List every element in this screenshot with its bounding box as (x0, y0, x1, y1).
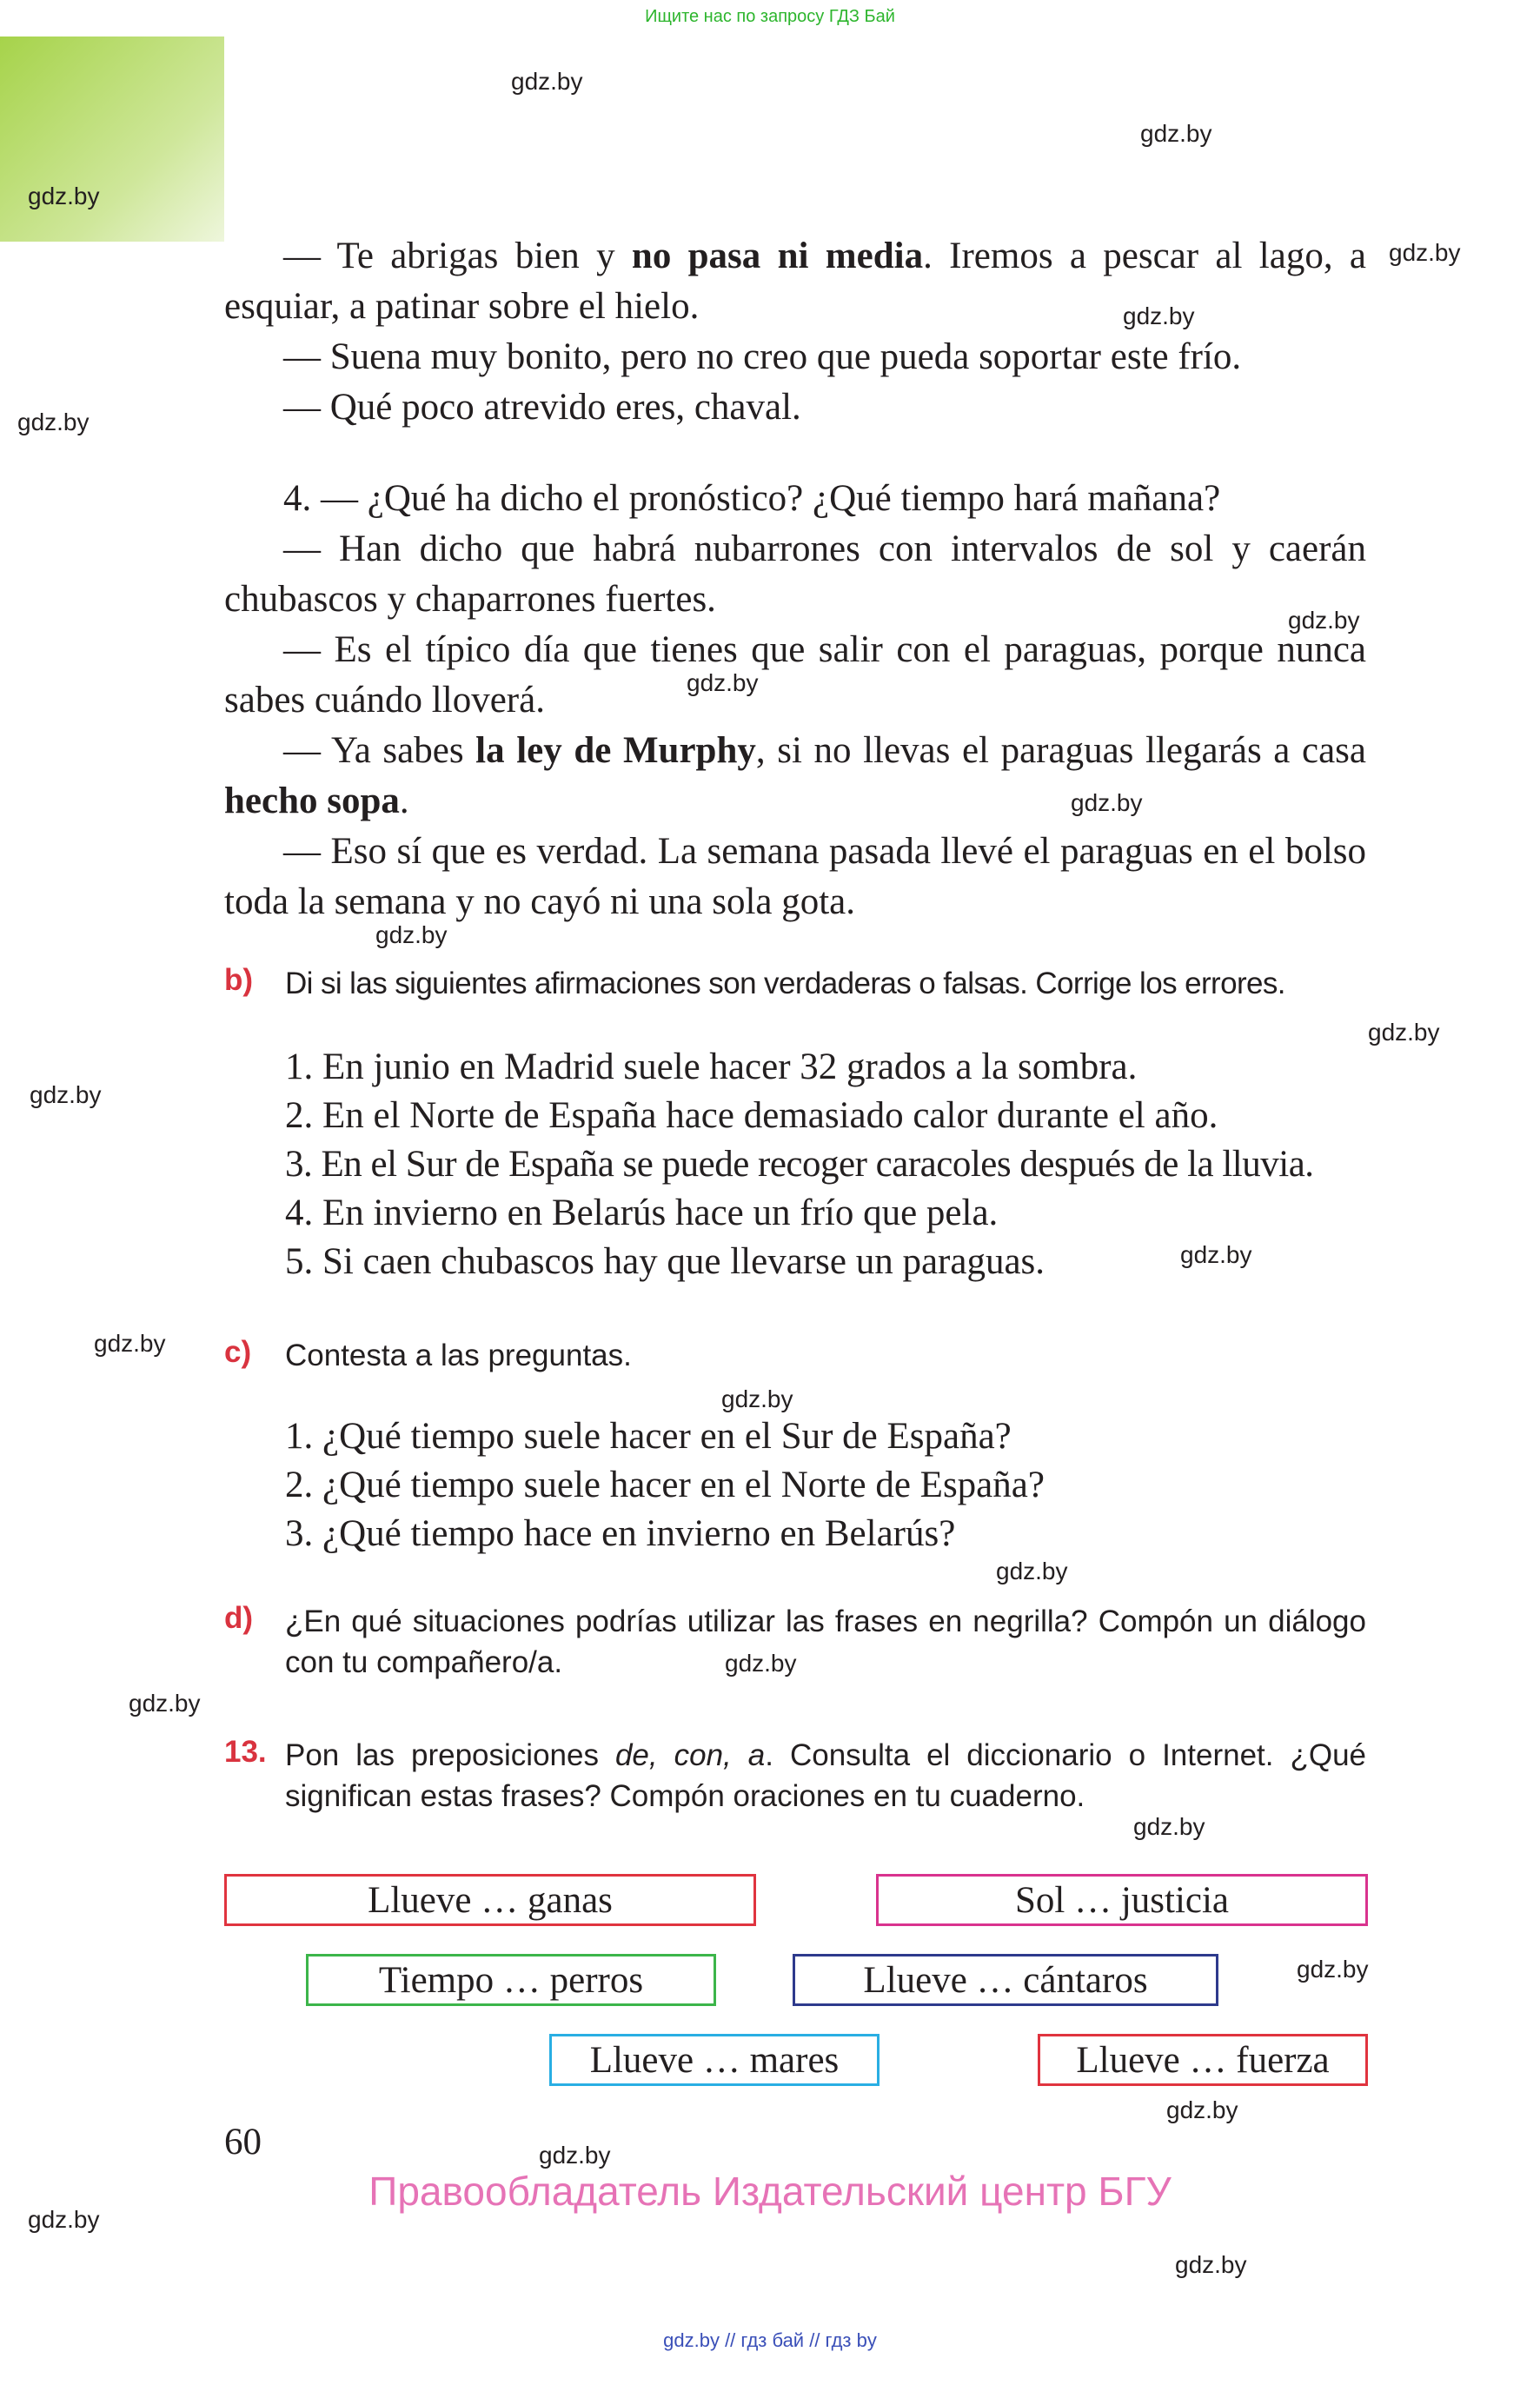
watermark: gdz.by (375, 921, 448, 948)
task-d-instruction: ¿En qué situaciones podrías utilizar las frases en negrilla? Compón un diálogo con tu compañero/a. (285, 1604, 1366, 1679)
dialogue-line: — Suena muy bonito, pero no creo que pueda soportar este frío. (283, 336, 1242, 377)
list-item: 3. En el Sur de España se puede recoger caracoles después de la lluvia. (285, 1143, 1314, 1185)
dialogue-line: — Eso sí que es verdad. La semana pasada llevé el paraguas en el bolso toda la semana y no cayó ni una sola gota. (224, 831, 1366, 922)
dialogue-line: — Qué poco atrevido eres, chaval. (283, 387, 801, 428)
watermark: gdz.by (996, 1558, 1068, 1584)
dialogue-4 (224, 474, 1366, 927)
page-number: 60 (224, 2122, 262, 2162)
task-b-instruction: Di si las siguientes afirmaciones son verdaderas o falsas. Corrige los errores. (285, 967, 1285, 1000)
dialogue-3 (224, 231, 1366, 433)
footer-links[interactable]: gdz.by // гдз бай // гдз by (663, 2329, 877, 2351)
watermark: gdz.by (1140, 120, 1212, 147)
dialogue-line: 4. — ¿Qué ha dicho el pronóstico? ¿Qué tiempo hará mañana? (283, 478, 1221, 519)
task-c-instruction: Contesta a las preguntas. (285, 1339, 632, 1372)
list-item: 5. Si caen chubascos hay que llevarse un paraguas. (285, 1240, 1045, 1282)
phrase-box: Llueve … fuerza (1038, 2034, 1368, 2086)
watermark: gdz.by (1297, 1956, 1369, 1983)
watermark: gdz.by (1123, 302, 1195, 329)
watermark: gdz.by (687, 669, 759, 696)
list-item: 2. ¿Qué tiempo suele hacer en el Norte de España? (285, 1464, 1045, 1505)
watermark: gdz.by (94, 1330, 166, 1357)
task-13-number: 13. (224, 1735, 267, 1769)
watermark: gdz.by (1180, 1241, 1252, 1268)
dialogue-line: — Ya sabes la ley de Murphy, si no llevas el paraguas llegarás a casa hecho sopa. (224, 730, 1366, 821)
watermark: gdz.by (511, 68, 583, 95)
list-item: 1. ¿Qué tiempo suele hacer en el Sur de España? (285, 1416, 1012, 1457)
list-item: 3. ¿Qué tiempo hace en invierno en Belarús? (285, 1512, 956, 1554)
watermark: gdz.by (1071, 789, 1143, 816)
task-13-instruction: Pon las preposiciones de, con, a. Consulta el diccionario o Internet. ¿Qué significan estas frases? Compón oraciones en tu cuaderno. (285, 1738, 1367, 1813)
watermark: gdz.by (28, 2206, 100, 2233)
phrase-box: Llueve … mares (549, 2034, 880, 2086)
dialogue-line: — Te abrigas bien y no pasa ni media. Iremos a pescar al lago, a esquiar, a patinar sobre el hielo. (224, 236, 1366, 327)
task-b-letter: b) (224, 963, 254, 997)
watermark: gdz.by (28, 183, 100, 209)
list-item: 1. En junio en Madrid suele hacer 32 grados a la sombra. (285, 1046, 1138, 1087)
task-d-letter: d) (224, 1601, 254, 1635)
dialogue-line: — Es el típico día que tienes que salir con el paraguas, porque nunca sabes cuándo lloverá. (224, 629, 1366, 721)
copyright-notice: Правообладатель Издательский центр БГУ (368, 2169, 1172, 2214)
watermark: gdz.by (1133, 1813, 1205, 1840)
watermark: gdz.by (1368, 1019, 1440, 1046)
top-banner[interactable]: Ищите нас по запросу ГДЗ Бай (645, 7, 895, 26)
watermark: gdz.by (17, 409, 90, 435)
watermark: gdz.by (539, 2142, 611, 2169)
watermark: gdz.by (721, 1385, 793, 1412)
phrase-box: Llueve … cántaros (793, 1954, 1218, 2006)
watermark: gdz.by (1389, 239, 1461, 266)
watermark: gdz.by (30, 1081, 102, 1108)
phrase-box: Llueve … ganas (224, 1874, 756, 1926)
task-b-list (285, 1043, 1314, 1286)
watermark: gdz.by (1166, 2096, 1238, 2123)
phrase-box: Tiempo … perros (306, 1954, 716, 2006)
watermark: gdz.by (1288, 607, 1360, 634)
list-item: 4. En invierno en Belarús hace un frío que pela. (285, 1192, 999, 1233)
dialogue-line: — Han dicho que habrá nubarrones con intervalos de sol y caerán chubascos y chaparrones fuertes. (224, 528, 1366, 620)
watermark: gdz.by (725, 1650, 797, 1677)
corner-color-tab (0, 37, 224, 242)
watermark: gdz.by (129, 1690, 201, 1717)
task-c-letter: c) (224, 1335, 252, 1369)
phrase-box: Sol … justicia (876, 1874, 1368, 1926)
list-item: 2. En el Norte de España hace demasiado calor durante el año. (285, 1094, 1218, 1136)
watermark: gdz.by (1175, 2251, 1247, 2278)
task-c-list (285, 1412, 1045, 1558)
